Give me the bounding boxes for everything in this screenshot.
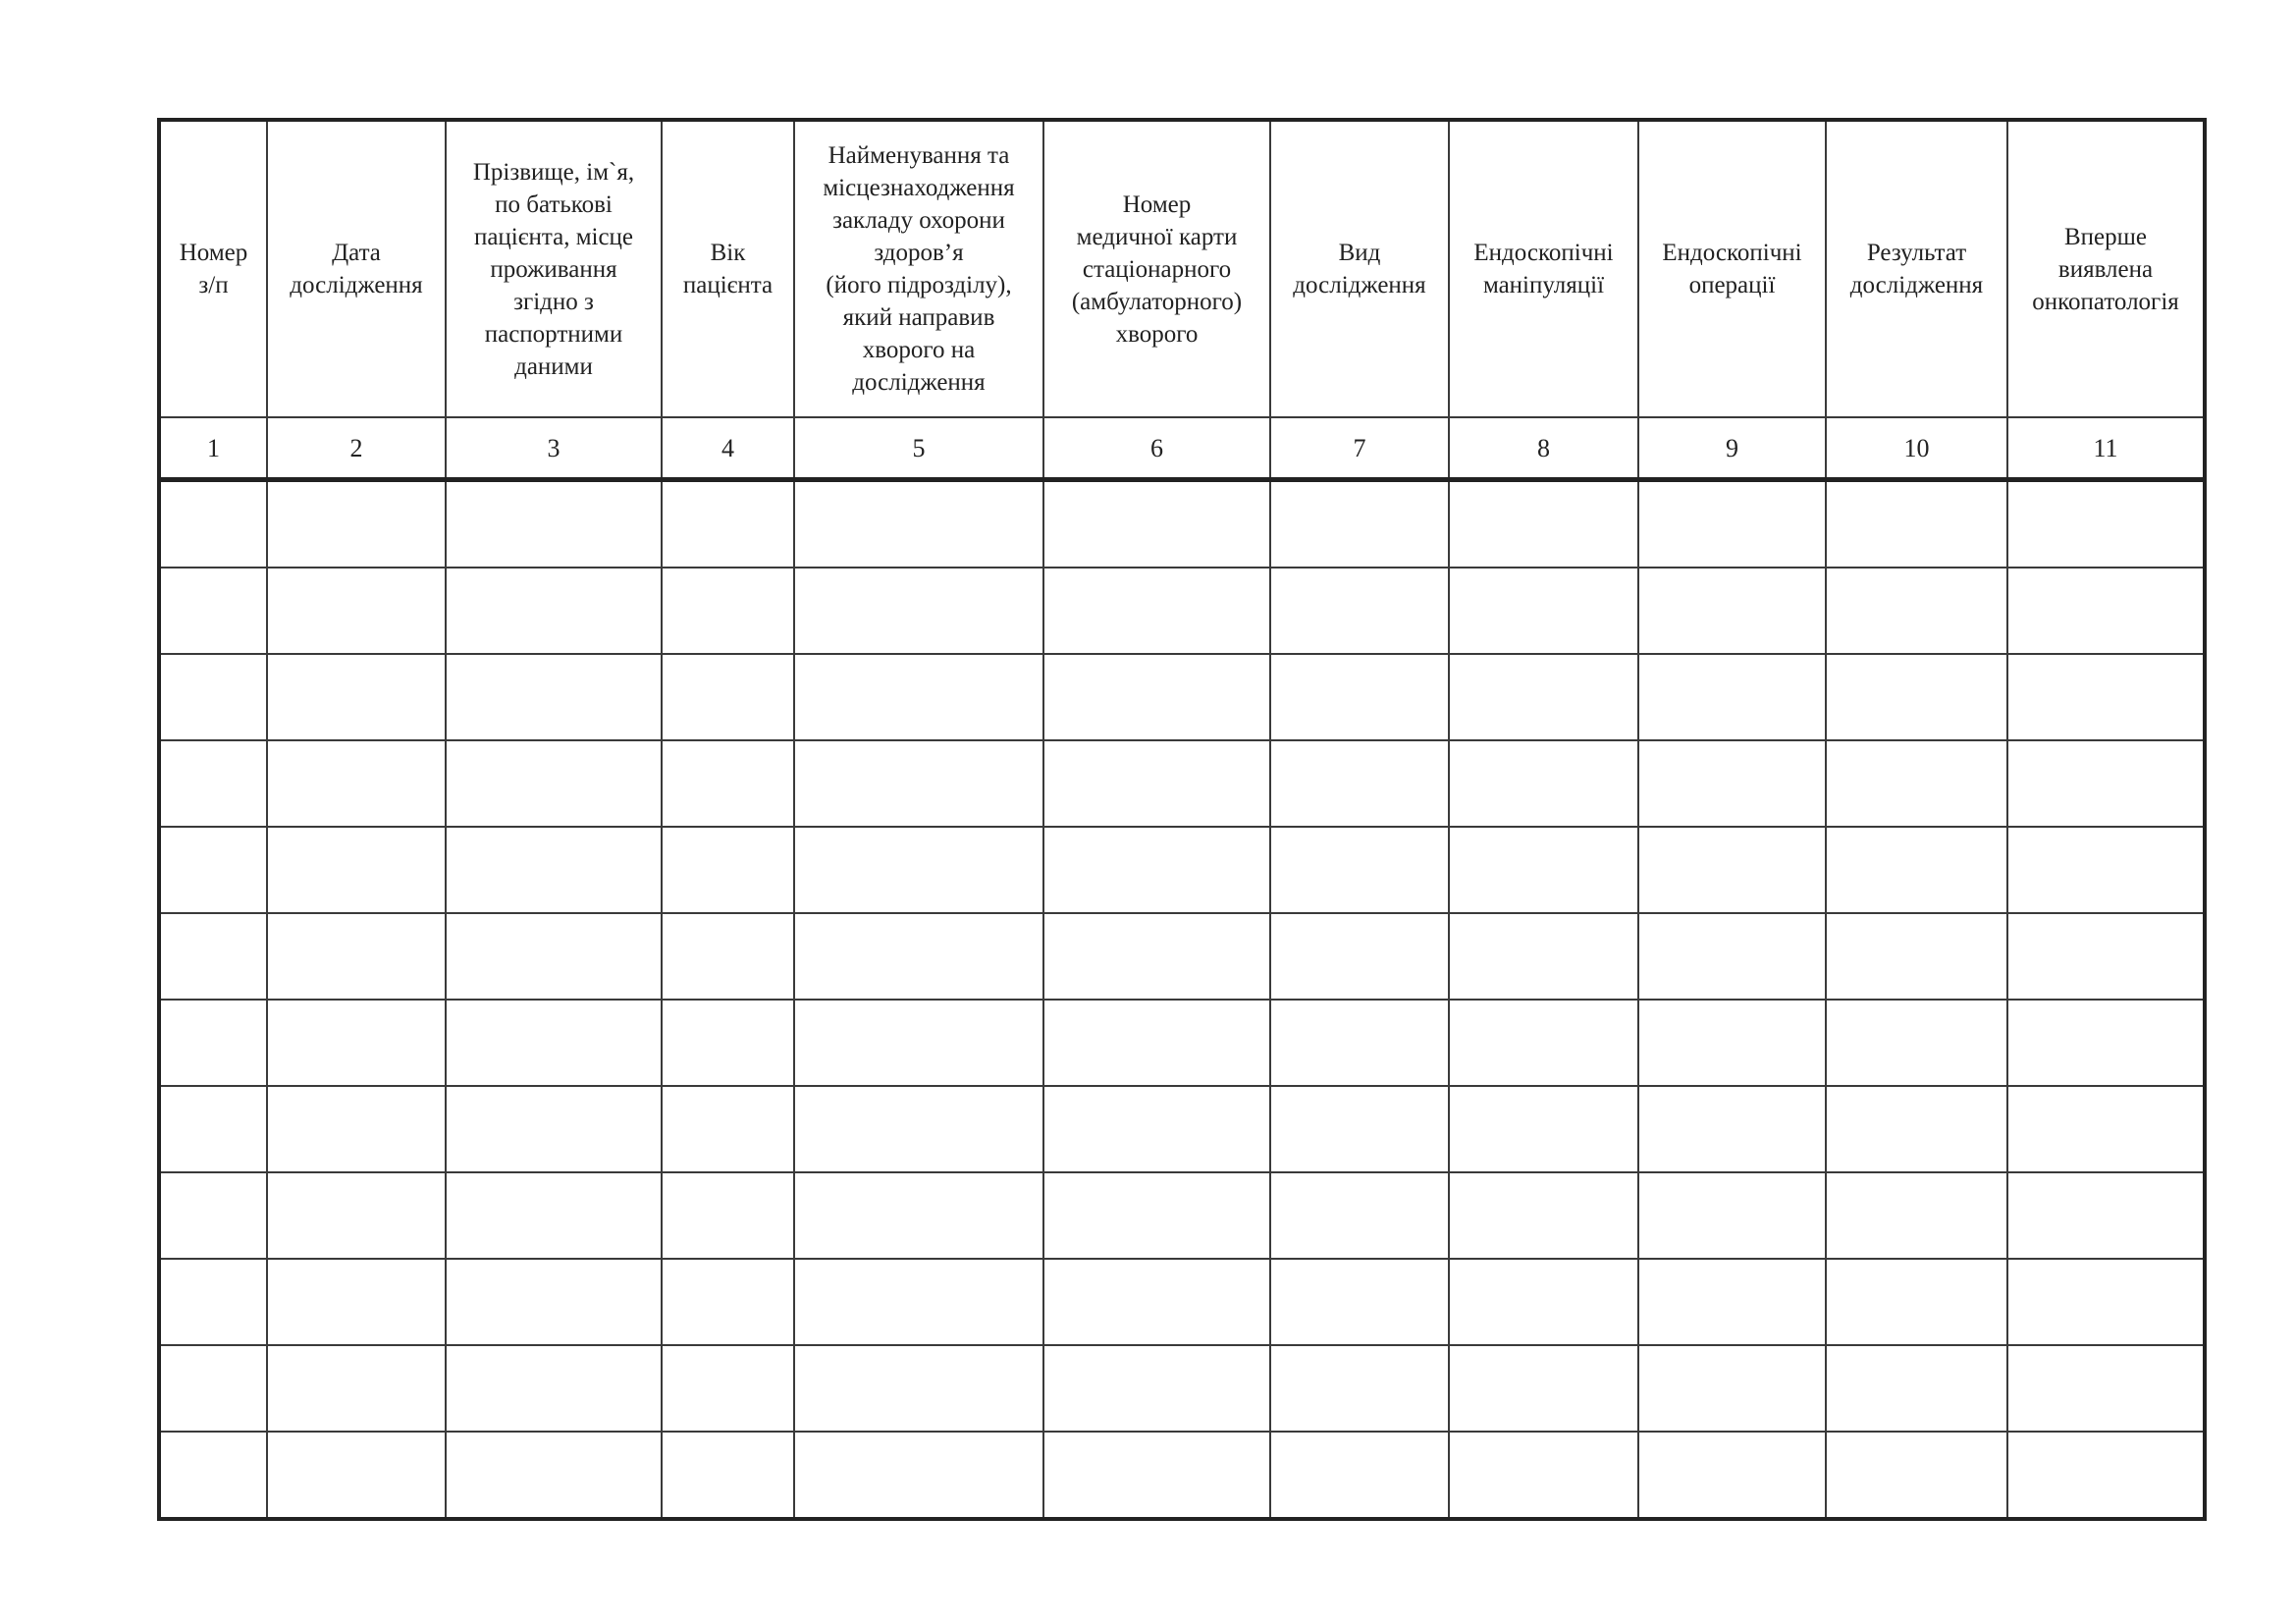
table-cell[interactable] <box>1449 913 1638 1000</box>
table-cell[interactable] <box>1638 568 1826 654</box>
table-cell[interactable] <box>159 1000 267 1086</box>
table-cell[interactable] <box>2007 913 2205 1000</box>
table-cell[interactable] <box>159 654 267 740</box>
table-cell[interactable] <box>1638 1000 1826 1086</box>
table-cell[interactable] <box>1449 1432 1638 1519</box>
table-cell[interactable] <box>267 480 446 568</box>
table-row <box>159 480 2205 568</box>
table-cell[interactable] <box>794 827 1043 913</box>
table-cell[interactable] <box>1270 480 1449 568</box>
table-cell[interactable] <box>1826 1172 2007 1259</box>
column-header-endoscopic-manipulations: Ендоскопічні маніпуляції <box>1449 120 1638 417</box>
table-cell[interactable] <box>159 568 267 654</box>
table-cell[interactable] <box>2007 1432 2205 1519</box>
table-cell[interactable] <box>2007 1172 2205 1259</box>
table-cell[interactable] <box>662 740 794 827</box>
table-cell[interactable] <box>159 480 267 568</box>
column-header-number: Номер з/п <box>159 120 267 417</box>
table-cell[interactable] <box>267 1172 446 1259</box>
column-number: 1 <box>159 417 267 480</box>
column-number-row <box>159 417 2205 480</box>
table-cell[interactable] <box>446 1432 662 1519</box>
table-cell[interactable] <box>267 1000 446 1086</box>
table-cell[interactable] <box>662 568 794 654</box>
table-cell[interactable] <box>662 1432 794 1519</box>
column-number: 9 <box>1638 417 1826 480</box>
table-cell[interactable] <box>446 1086 662 1172</box>
table-cell[interactable] <box>1638 827 1826 913</box>
table-row <box>159 568 2205 654</box>
table-cell[interactable] <box>446 654 662 740</box>
register-body <box>159 480 2205 1520</box>
table-cell[interactable] <box>1449 827 1638 913</box>
column-number: 2 <box>267 417 446 480</box>
table-cell[interactable] <box>1043 568 1270 654</box>
table-cell[interactable] <box>794 1086 1043 1172</box>
table-cell[interactable] <box>1043 1345 1270 1432</box>
table-cell[interactable] <box>794 1345 1043 1432</box>
column-number: 3 <box>446 417 662 480</box>
table-cell[interactable] <box>1043 1172 1270 1259</box>
table-cell[interactable] <box>662 1345 794 1432</box>
table-cell[interactable] <box>1449 1086 1638 1172</box>
table-cell[interactable] <box>794 740 1043 827</box>
table-cell[interactable] <box>662 913 794 1000</box>
register-table <box>157 118 2207 1521</box>
table-row <box>159 654 2205 740</box>
table-row <box>159 740 2205 827</box>
table-cell[interactable] <box>662 1259 794 1345</box>
table-cell[interactable] <box>1270 1086 1449 1172</box>
table-row <box>159 1345 2205 1432</box>
table-cell[interactable] <box>1449 480 1638 568</box>
table-cell[interactable] <box>1638 1259 1826 1345</box>
table-cell[interactable] <box>1449 568 1638 654</box>
table-cell[interactable] <box>1449 1345 1638 1432</box>
table-row <box>159 1000 2205 1086</box>
table-cell[interactable] <box>159 1086 267 1172</box>
table-cell[interactable] <box>446 568 662 654</box>
table-cell[interactable] <box>662 480 794 568</box>
table-cell[interactable] <box>1270 913 1449 1000</box>
table-cell[interactable] <box>794 1172 1043 1259</box>
table-cell[interactable] <box>1270 1345 1449 1432</box>
table-cell[interactable] <box>1270 740 1449 827</box>
table-cell[interactable] <box>267 1345 446 1432</box>
table-cell[interactable] <box>2007 827 2205 913</box>
table-cell[interactable] <box>267 913 446 1000</box>
header-row <box>159 120 2205 417</box>
column-header-medical-card: Номер медичної карти стаціонарного (амбулаторного) хворого <box>1043 120 1270 417</box>
table-cell[interactable] <box>446 827 662 913</box>
table-cell[interactable] <box>1270 1172 1449 1259</box>
column-header-endoscopic-operations: Ендоскопічні операції <box>1638 120 1826 417</box>
table-cell[interactable] <box>2007 1086 2205 1172</box>
table-cell[interactable] <box>159 827 267 913</box>
column-number: 6 <box>1043 417 1270 480</box>
table-cell[interactable] <box>1043 740 1270 827</box>
table-row <box>159 913 2205 1000</box>
table-cell[interactable] <box>662 1000 794 1086</box>
table-cell[interactable] <box>1826 1345 2007 1432</box>
table-cell[interactable] <box>1449 1000 1638 1086</box>
table-cell[interactable] <box>1270 654 1449 740</box>
table-cell[interactable] <box>1826 568 2007 654</box>
column-header-examination-type: Вид дослідження <box>1270 120 1449 417</box>
table-cell[interactable] <box>446 1172 662 1259</box>
table-cell[interactable] <box>1826 1086 2007 1172</box>
table-cell[interactable] <box>267 568 446 654</box>
table-cell[interactable] <box>2007 654 2205 740</box>
table-cell[interactable] <box>1449 654 1638 740</box>
table-cell[interactable] <box>446 480 662 568</box>
table-cell[interactable] <box>159 1432 267 1519</box>
table-cell[interactable] <box>1449 1259 1638 1345</box>
table-cell[interactable] <box>159 1259 267 1345</box>
column-number: 10 <box>1826 417 2007 480</box>
column-header-examination-result: Результат дослідження <box>1826 120 2007 417</box>
table-row <box>159 1172 2205 1259</box>
table-row <box>159 1086 2205 1172</box>
table-cell[interactable] <box>794 1000 1043 1086</box>
table-cell[interactable] <box>1826 1259 2007 1345</box>
table-cell[interactable] <box>1270 827 1449 913</box>
column-number: 11 <box>2007 417 2205 480</box>
table-cell[interactable] <box>1043 827 1270 913</box>
table-cell[interactable] <box>1826 740 2007 827</box>
table-cell[interactable] <box>446 1345 662 1432</box>
table-cell[interactable] <box>1043 654 1270 740</box>
table-cell[interactable] <box>1449 740 1638 827</box>
column-header-patient-age: Вік пацієнта <box>662 120 794 417</box>
table-row <box>159 827 2205 913</box>
column-number: 5 <box>794 417 1043 480</box>
table-cell[interactable] <box>1449 1172 1638 1259</box>
table-cell[interactable] <box>2007 1345 2205 1432</box>
table-row <box>159 1432 2205 1519</box>
table-cell[interactable] <box>1826 654 2007 740</box>
column-number: 7 <box>1270 417 1449 480</box>
table-cell[interactable] <box>446 1259 662 1345</box>
table-cell[interactable] <box>1270 1432 1449 1519</box>
table-cell[interactable] <box>446 740 662 827</box>
table-cell[interactable] <box>159 1172 267 1259</box>
table-cell[interactable] <box>1826 480 2007 568</box>
table-cell[interactable] <box>1043 1259 1270 1345</box>
table-cell[interactable] <box>267 1086 446 1172</box>
table-cell[interactable] <box>1638 1345 1826 1432</box>
table-cell[interactable] <box>1638 1086 1826 1172</box>
table-cell[interactable] <box>1043 1000 1270 1086</box>
table-row <box>159 1259 2205 1345</box>
column-header-referring-facility: Найменування та місцезнаходження закладу охорони здоров’я (його підрозділу), який направив хворого на дослідження <box>794 120 1043 417</box>
table-cell[interactable] <box>662 827 794 913</box>
table-cell[interactable] <box>1043 1432 1270 1519</box>
column-header-patient-name: Прізвище, ім`я, по батькові пацієнта, місце проживання згідно з паспортними даними <box>446 120 662 417</box>
table-cell[interactable] <box>794 1259 1043 1345</box>
table-cell[interactable] <box>662 654 794 740</box>
table-cell[interactable] <box>1270 568 1449 654</box>
table-cell[interactable] <box>794 654 1043 740</box>
table-cell[interactable] <box>2007 740 2205 827</box>
column-header-date: Дата дослідження <box>267 120 446 417</box>
table-cell[interactable] <box>267 1432 446 1519</box>
table-cell[interactable] <box>794 568 1043 654</box>
table-cell[interactable] <box>2007 1000 2205 1086</box>
column-number: 8 <box>1449 417 1638 480</box>
table-cell[interactable] <box>2007 480 2205 568</box>
table-cell[interactable] <box>1270 1259 1449 1345</box>
column-number: 4 <box>662 417 794 480</box>
table-cell[interactable] <box>1638 913 1826 1000</box>
table-cell[interactable] <box>267 654 446 740</box>
table-cell[interactable] <box>1826 1000 2007 1086</box>
table-cell[interactable] <box>267 740 446 827</box>
table-cell[interactable] <box>1043 1086 1270 1172</box>
table-cell[interactable] <box>159 1345 267 1432</box>
table-cell[interactable] <box>1638 1172 1826 1259</box>
column-header-oncopathology: Вперше виявлена онкопатологія <box>2007 120 2205 417</box>
table-cell[interactable] <box>1638 740 1826 827</box>
table-cell[interactable] <box>159 913 267 1000</box>
table-cell[interactable] <box>794 480 1043 568</box>
table-cell[interactable] <box>662 1086 794 1172</box>
table-cell[interactable] <box>1826 1432 2007 1519</box>
table-cell[interactable] <box>159 740 267 827</box>
table-cell[interactable] <box>1638 654 1826 740</box>
table-cell[interactable] <box>1043 913 1270 1000</box>
table-cell[interactable] <box>1638 1432 1826 1519</box>
table-cell[interactable] <box>2007 1259 2205 1345</box>
table-cell[interactable] <box>2007 568 2205 654</box>
table-cell[interactable] <box>794 913 1043 1000</box>
table-cell[interactable] <box>446 913 662 1000</box>
table-cell[interactable] <box>446 1000 662 1086</box>
table-cell[interactable] <box>1826 827 2007 913</box>
table-cell[interactable] <box>662 1172 794 1259</box>
table-cell[interactable] <box>1638 480 1826 568</box>
table-cell[interactable] <box>794 1432 1043 1519</box>
table-cell[interactable] <box>1826 913 2007 1000</box>
table-cell[interactable] <box>267 1259 446 1345</box>
table-cell[interactable] <box>1043 480 1270 568</box>
table-cell[interactable] <box>267 827 446 913</box>
table-cell[interactable] <box>1270 1000 1449 1086</box>
